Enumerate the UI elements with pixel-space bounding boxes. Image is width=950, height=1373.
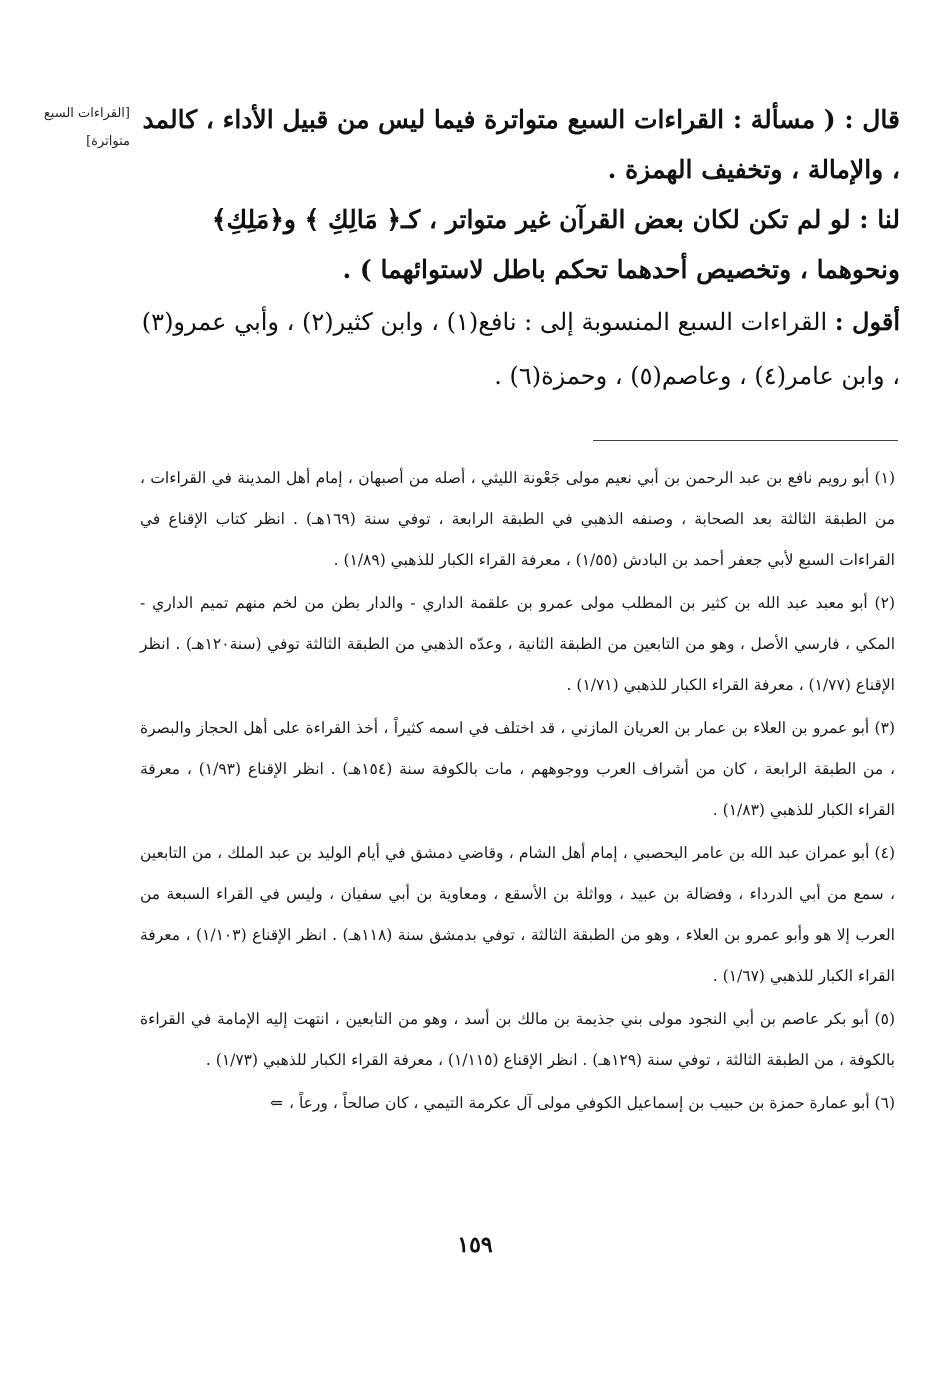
main-text bbox=[140, 95, 900, 403]
footnote-3: (٣) أبو عمرو بن العلاء بن عمار بن العريان المازني ، قد اختلف في اسمه كثيراً ، أخذ القراءة على أهل الحجاز والبصرة ، من الطبقة الرابعة ، كان من أشراف العرب ووجوههم ، مات بالكوفة سنة (١٥٤هـ) . انظر الإقناع (١/٩٣) ، معرفة القراء الكبار للذهبي (١/٨٣) . bbox=[140, 719, 895, 819]
footnote-6-text: (٦) أبو عمارة حمزة بن حبيب بن إسماعيل الكوفي مولى آل عكرمة التيمي ، كان صالحاً ، ورعاً ، bbox=[289, 1094, 895, 1112]
footnote-separator bbox=[593, 440, 898, 441]
footnote-6 bbox=[140, 1083, 895, 1124]
lana-paragraph: لنا : لو لم تكن لكان بعض القرآن غير متواتر ، كـ﴿ مَالِكِ ﴾ و﴿مَلِكِ﴾ ونحوهما ، وتخصيص أحدهما تحكم باطل لاستوائهما ) . bbox=[211, 205, 900, 284]
footnote-1: (١) أبو رويم نافع بن عبد الرحمن بن أبي نعيم مولى جَعْونة الليثي ، أصله من أصبهان ، إمام أهل المدينة في القراءات ، من الطبقة الثالثة بعد الصحابة ، وصنفه الذهبي في الطبقة الرابعة ، توفي سنة (١٦٩هـ) . انظر كتاب الإقناع في القراءات السبع لأبي جعفر أحمد بن البادش (١/٥٥) ، معرفة القراء الكبار للذهبي (١/٨٩) . bbox=[140, 469, 895, 569]
margin-note: [القراءات السبع متواترة] bbox=[43, 106, 130, 149]
continuation-arrow-icon: ⇐ bbox=[270, 1094, 284, 1112]
footnote-5: (٥) أبو بكر عاصم بن أبي النجود مولى بني جذيمة بن مالك بن أسد ، وهو من التابعين ، انتهت إليه الإمامة في القراءة بالكوفة ، من الطبقة الثالثة ، توفي سنة (١٢٩هـ) . انظر الإقناع (١/١١٥) ، معرفة القراء الكبار للذهبي (١/٧٣) . bbox=[140, 1010, 895, 1069]
aqulu-paragraph bbox=[140, 295, 900, 403]
footnote-4: (٤) أبو عمران عبد الله بن عامر اليحصبي ، إمام أهل الشام ، وقاضي دمشق في أيام الوليد بن عبد الملك ، من التابعين ، سمع من أبي الدرداء ، وفضالة بن عبيد ، وواثلة بن الأسقع ، ومعاوية بن أبي سفيان ، وليس في القراء السبعة من العرب إلا هو وأبو عمرو بن العلاء ، وهو من الطبقة الثالثة ، توفي بدمشق سنة (١١٨هـ) . انظر الإقناع (١/١٠٣) ، معرفة القراء الكبار للذهبي (١/٦٧) . bbox=[140, 844, 895, 985]
page-number: ١٥٩ bbox=[457, 1232, 493, 1258]
footnote-2: (٢) أبو معبد عبد الله بن كثير بن المطلب مولى عمرو بن علقمة الداري - والدار بطن من لخم منهم تميم الداري - المكي ، فارسي الأصل ، وهو من التابعين من الطبقة الثانية ، وعدّه الذهبي من الطبقة الثالثة توفي (سنة١٢٠هـ) . انظر الإقناع (١/٧٧) ، معرفة القراء الكبار للذهبي (١/٧١) . bbox=[140, 594, 895, 694]
footnotes bbox=[140, 458, 895, 1126]
aqulu-text: القراءات السبع المنسوبة إلى : نافع(١) ، وابن كثير(٢) ، وأبي عمرو(٣) ، وابن عامر(٤) ، وعاصم(٥) ، وحمزة(٦) . bbox=[141, 308, 900, 390]
aqulu-label: أقول : bbox=[834, 307, 900, 336]
masala-paragraph: قال : ( مسألة : القراءات السبع متواترة فيما ليس من قبيل الأداء ، كالمد ، والإمالة ، وتخفيف الهمزة . bbox=[142, 105, 900, 184]
